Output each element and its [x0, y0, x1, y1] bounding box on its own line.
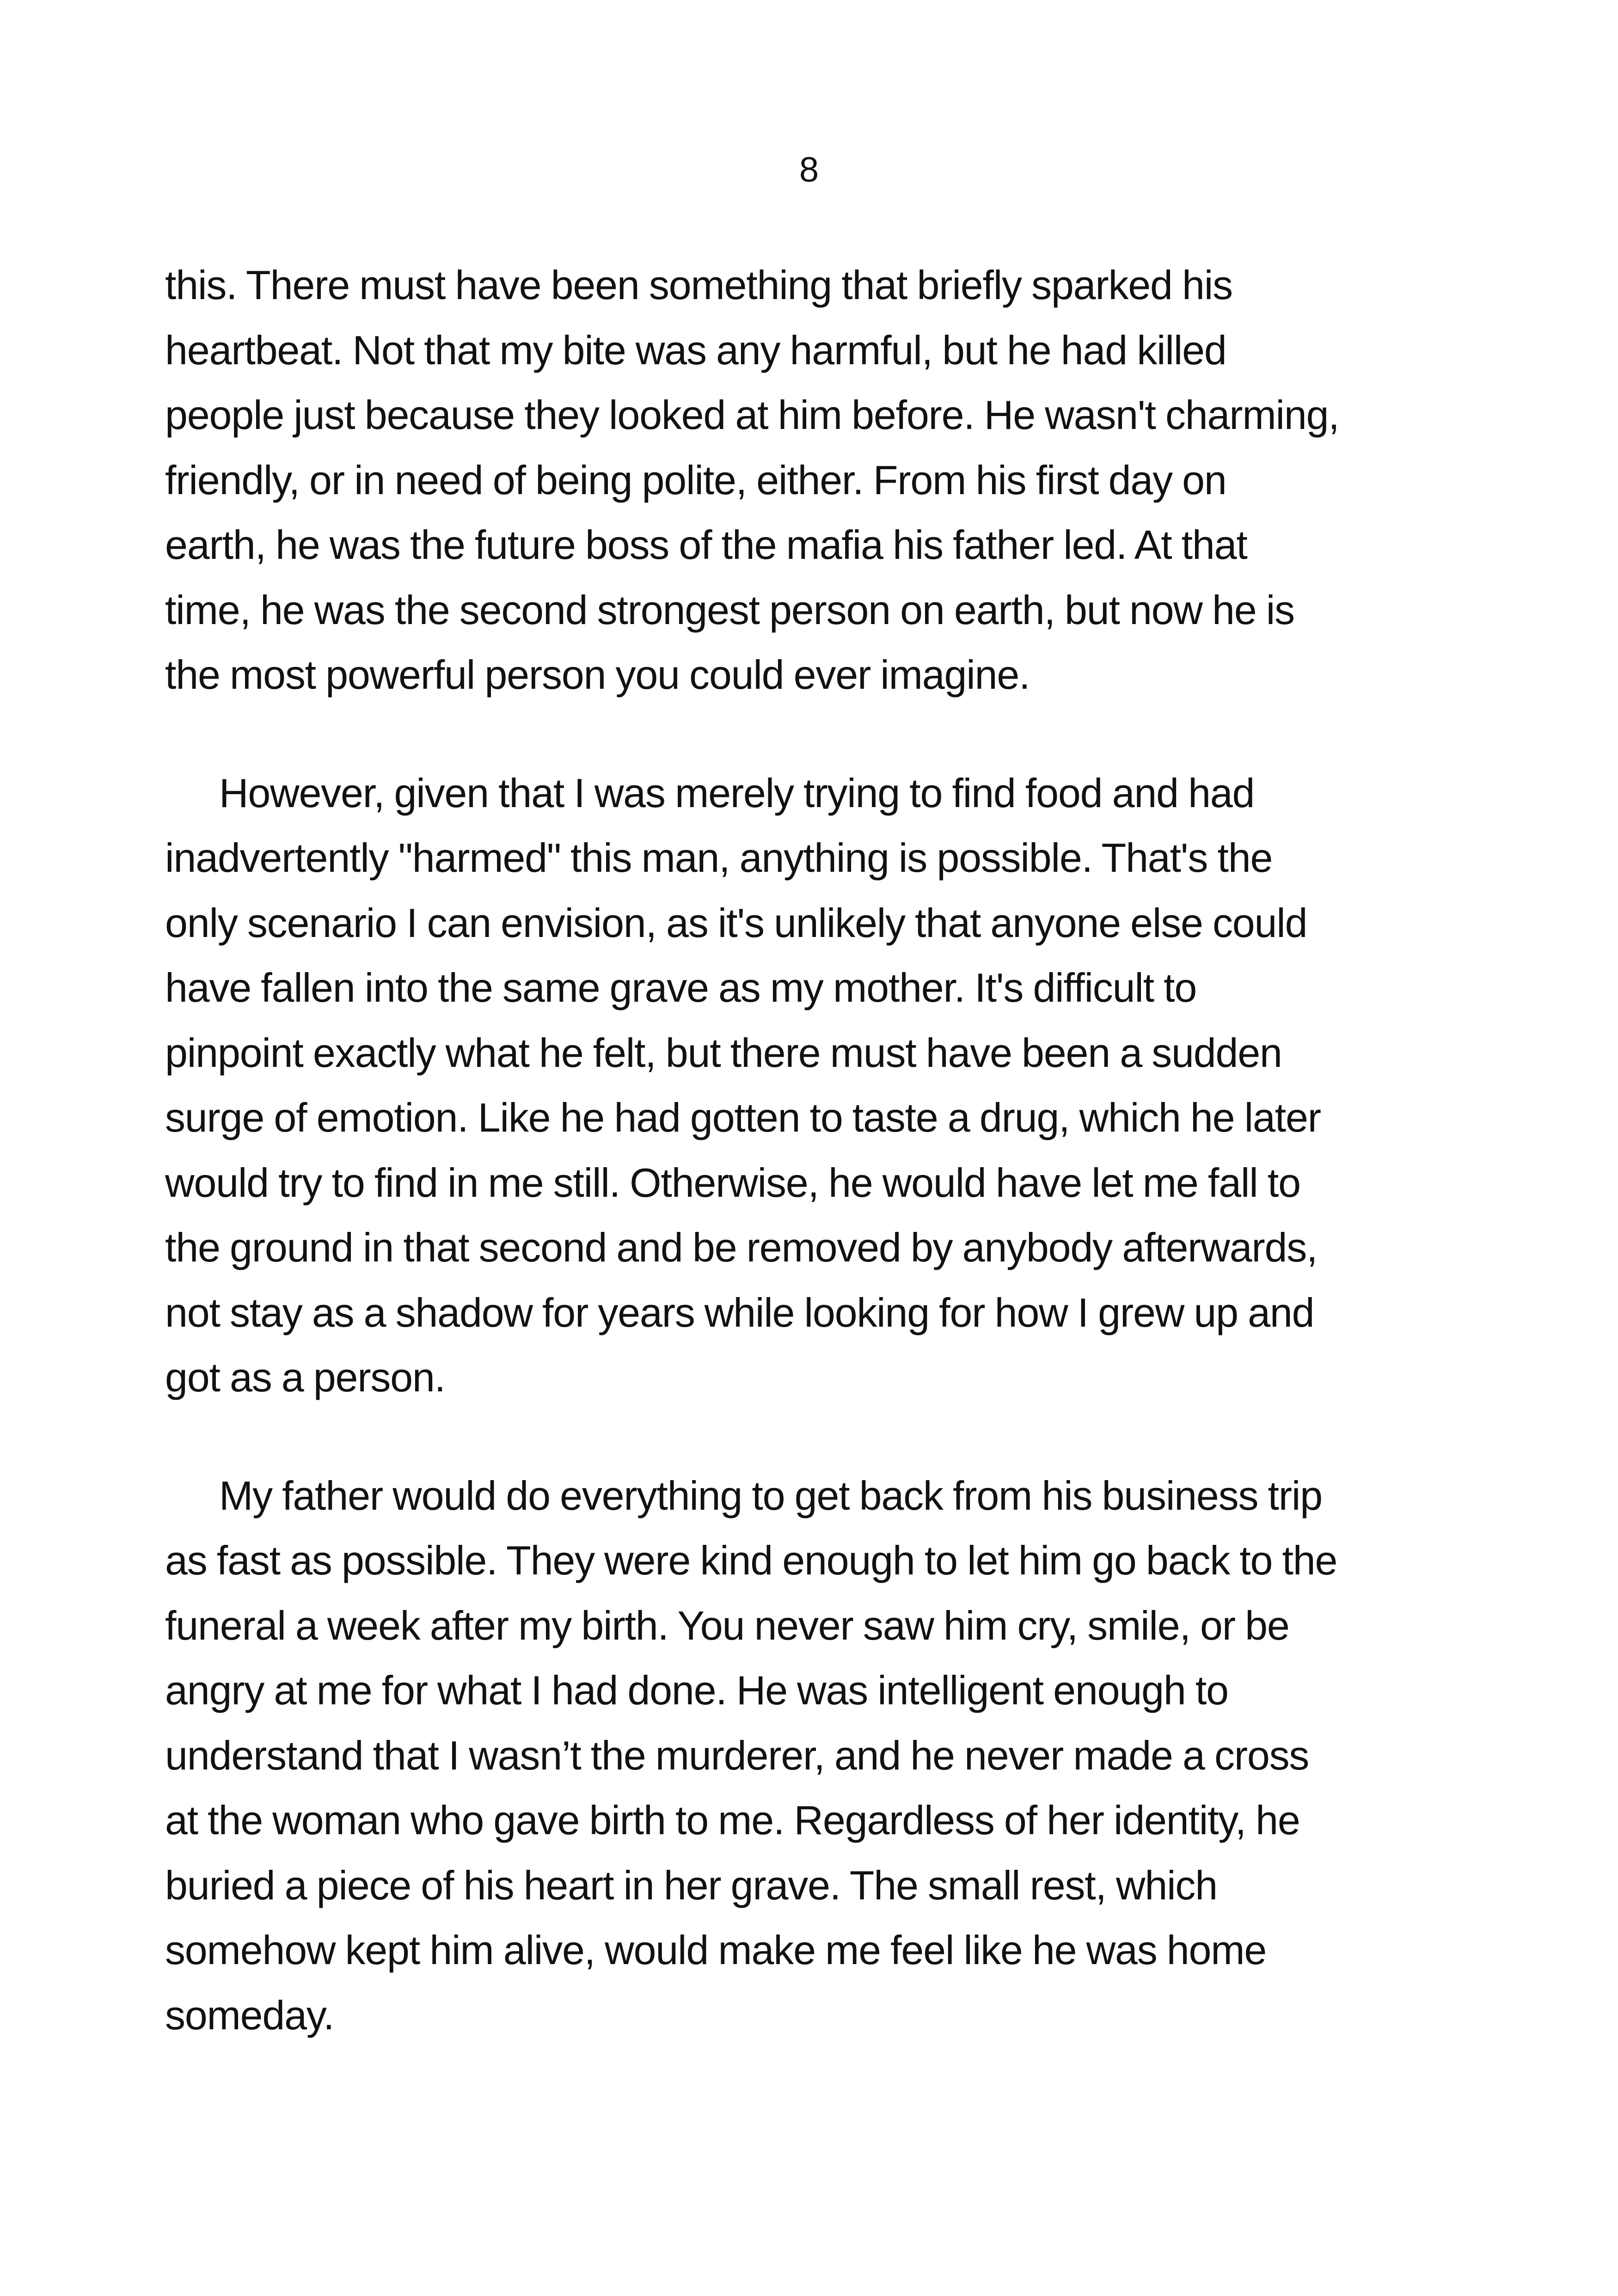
- text-line: got as a person.: [165, 1354, 445, 1400]
- text-line: somehow kept him alive, would make me feel like he was home: [165, 1927, 1267, 1973]
- text-line: this. There must have been something that briefly sparked his: [165, 262, 1232, 308]
- text-line: as fast as possible. They were kind enough to let him go back to the: [165, 1537, 1337, 1583]
- text-line: at the woman who gave birth to me. Regardless of her identity, he: [165, 1797, 1300, 1843]
- text-line: My father would do everything to get back from his business trip: [219, 1472, 1322, 1518]
- body-text: [165, 253, 1459, 2048]
- paragraph-3: [165, 1463, 1459, 2048]
- text-line: inadvertently "harmed" this man, anything is possible. That's the: [165, 835, 1273, 881]
- text-line: people just because they looked at him before. He wasn't charming,: [165, 392, 1339, 438]
- text-line: have fallen into the same grave as my mother. It's difficult to: [165, 965, 1197, 1010]
- text-line: understand that I wasn’t the murderer, and he never made a cross: [165, 1732, 1309, 1778]
- text-line: earth, he was the future boss of the mafia his father led. At that: [165, 522, 1247, 568]
- text-line: only scenario I can envision, as it's unlikely that anyone else could: [165, 900, 1307, 946]
- text-line: someday.: [165, 1992, 334, 2038]
- text-line: pinpoint exactly what he felt, but there must have been a sudden: [165, 1029, 1282, 1076]
- page-number: 8: [799, 150, 819, 190]
- text-line: not stay as a shadow for years while looking for how I grew up and: [165, 1289, 1314, 1335]
- paragraph-1: [165, 253, 1459, 708]
- text-line: would try to find in me still. Otherwise, he would have let me fall to: [165, 1159, 1300, 1206]
- text-line: funeral a week after my birth. You never saw him cry, smile, or be: [165, 1602, 1289, 1648]
- text-line: time, he was the second strongest person on earth, but now he is: [165, 587, 1294, 633]
- text-line: buried a piece of his heart in her grave. The small rest, which: [165, 1862, 1217, 1908]
- paragraph-2: [165, 761, 1459, 1410]
- text-line: heartbeat. Not that my bite was any harmful, but he had killed: [165, 327, 1226, 373]
- text-line: friendly, or in need of being polite, either. From his first day on: [165, 457, 1226, 503]
- text-line: However, given that I was merely trying to find food and had: [219, 770, 1255, 816]
- text-line: the most powerful person you could ever imagine.: [165, 652, 1030, 698]
- text-line: surge of emotion. Like he had gotten to taste a drug, which he later: [165, 1095, 1321, 1140]
- text-line: the ground in that second and be removed by anybody afterwards,: [165, 1225, 1318, 1270]
- text-line: angry at me for what I had done. He was intelligent enough to: [165, 1667, 1228, 1713]
